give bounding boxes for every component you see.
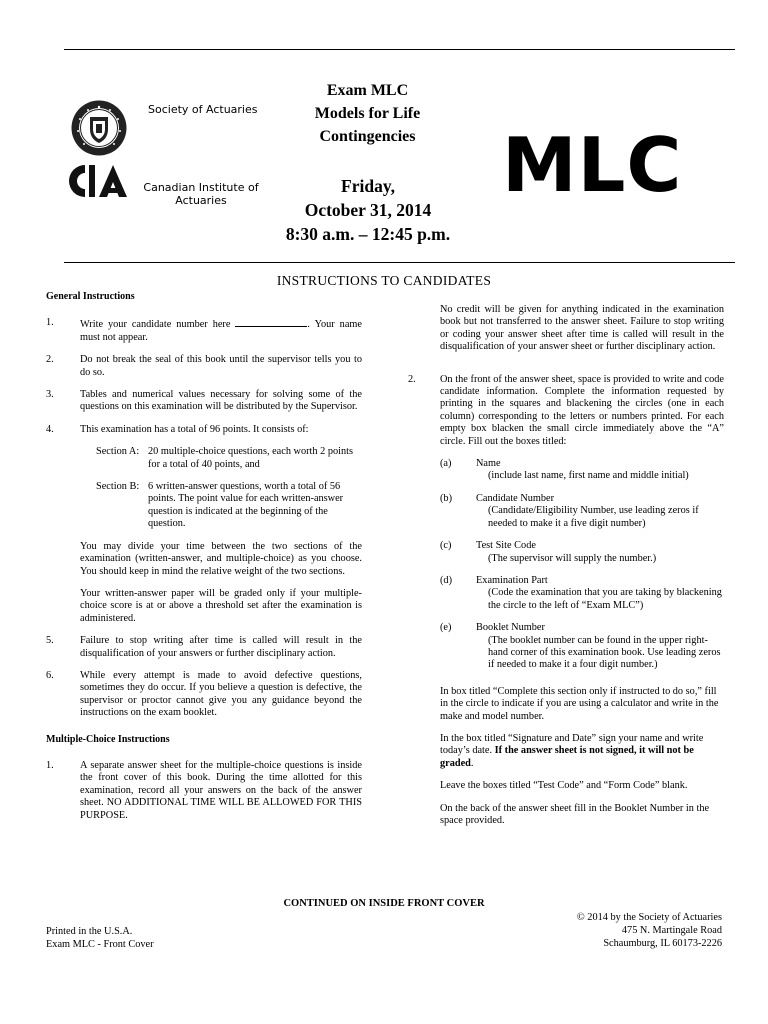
option-d — [440, 575, 724, 612]
printed-in: Printed in the U.S.A. — [46, 926, 133, 937]
option-desc: (Candidate/Eligibility Number, use leading zeros if needed to make it a five digit number) — [488, 505, 699, 529]
item-text: A separate answer sheet for the multiple-choice questions is inside the front cover of this book. During the time allotted for this examination, record all your answers on the back of the answer sheet. NO ADDITIONAL TIME WILL BE ALLOWED FOR THIS PURPOSE. — [80, 759, 362, 821]
item-number: 1. — [46, 759, 54, 771]
item-number: 1. — [46, 317, 54, 329]
item-text: On the front of the answer sheet, space is provided to write and code candidate information. Complete the information requested by printing in the squares and blackening the circles (one in each column) corresponding to the letters or numbers printed. For each empty box blacken the small circle immediately above the “A” circle. Fill out the boxes titled: — [440, 373, 724, 447]
general-item-6 — [46, 670, 362, 720]
instructions-heading: INSTRUCTIONS TO CANDIDATES — [276, 273, 492, 288]
signature-end: . — [470, 757, 474, 769]
item-number: 6. — [46, 669, 54, 681]
item-text: This examination has a total of 96 points. It consists of: — [80, 423, 309, 435]
item-number: 2. — [46, 354, 54, 366]
option-desc: (Code the examination that you are taking by blackening the circle to the left of “Exam MLC”) — [488, 587, 722, 611]
option-label: (d) — [440, 574, 453, 586]
item-text: Tables and numerical values necessary for solving some of the questions on this examination will be distributed by the Supervisor. — [80, 389, 362, 413]
top-rule — [64, 49, 735, 50]
option-label: (e) — [440, 622, 452, 634]
option-label: (c) — [440, 540, 452, 552]
option-b — [440, 493, 724, 530]
left-column — [46, 291, 362, 832]
signature-text: In the box titled “Signature and Date” sign your name and write today’s date. — [440, 732, 704, 757]
copyright: © 2014 by the Society of Actuaries — [576, 912, 722, 923]
address-line-2: Schaumburg, IL 60173-2226 — [603, 938, 722, 949]
calculator-paragraph: In box titled “Complete this section only if instructed to do so,” fill in the circle to indicate if you are using a calculator and write in the make and model number. — [440, 685, 719, 722]
footer-left — [46, 925, 154, 951]
item-text-cont: . Your name must not appear. — [80, 319, 362, 343]
item-text: While every attempt is made to avoid defective questions, sometimes they do occur. If you believe a question is defective, the supervisor or proctor cannot give you any guidance beyond the instructions on the exam booklet. — [80, 669, 362, 719]
exam-title-line-2: Models for Life — [314, 105, 421, 122]
mc-item-2 — [408, 373, 724, 448]
cia-name — [132, 181, 270, 207]
item-text: Write your candidate number here — [80, 319, 236, 331]
exam-code-large: MLC — [502, 121, 683, 209]
right-column — [408, 304, 724, 837]
section-b — [96, 481, 358, 531]
signature-paragraph — [440, 733, 724, 770]
soa-seal-logo — [70, 99, 128, 157]
exam-title-line-1: Exam MLC — [326, 82, 409, 99]
option-desc: (The booklet number can be found in the upper right-hand corner of this examination book. Use leading zeros if needed to make it a four digit number.) — [488, 634, 721, 671]
footer-right — [500, 911, 722, 950]
general-instructions-title: General Instructions — [46, 291, 135, 302]
item-number: 5. — [46, 635, 54, 647]
section-label: Section A: — [96, 446, 140, 458]
option-title: Name — [476, 458, 501, 470]
front-cover-label: Exam MLC - Front Cover — [46, 939, 154, 950]
candidate-number-blank — [235, 317, 307, 327]
section-a — [96, 446, 358, 471]
general-item-5 — [46, 635, 362, 660]
continued-notice: CONTINUED ON INSIDE FRONT COVER — [283, 898, 485, 909]
section-label: Section B: — [96, 481, 140, 493]
general-item-1 — [46, 317, 362, 344]
exam-day: Friday, — [341, 176, 395, 196]
option-title: Booklet Number — [476, 622, 545, 634]
credit-paragraph: No credit will be given for anything indicated in the examination book but not transferred to the answer sheet. Failure to stop writing or coding your answer sheet after time is called will result in the disqualification of your answer sheet or further disciplinary action. — [440, 304, 724, 353]
section-text: 20 multiple-choice questions, each worth 2 points for a total of 40 points, and — [148, 446, 354, 470]
option-desc: (The supervisor will supply the number.) — [488, 552, 657, 564]
cia-logo — [69, 162, 129, 200]
option-a — [440, 458, 724, 483]
general-item-3 — [46, 389, 362, 414]
option-e — [440, 622, 724, 672]
cia-name-line-1: Canadian Institute of — [143, 181, 259, 194]
item-text: Failure to stop writing after time is called will result in the disqualification of your answers or further disciplinary action. — [80, 635, 362, 659]
item-text: Do not break the seal of this book until the supervisor tells you to do so. — [80, 354, 362, 378]
exam-date — [262, 174, 474, 246]
exam-title-line-3: Contingencies — [319, 128, 416, 145]
option-c — [440, 540, 724, 565]
item-number: 2. — [408, 373, 416, 385]
general-item-4 — [46, 424, 362, 436]
soa-name: Society of Actuaries — [148, 103, 258, 116]
option-label: (a) — [440, 458, 452, 470]
item-number: 4. — [46, 423, 54, 435]
blank-boxes-paragraph: Leave the boxes titled “Test Code” and “Form Code” blank. — [440, 780, 688, 792]
option-title: Candidate Number — [476, 492, 555, 504]
divide-time-paragraph: You may divide your time between the two sections of the examination (written-answer, and multiple-choice) as you choose. You should keep in mind the relative weight of the two sections. — [80, 540, 362, 577]
item-number: 3. — [46, 389, 54, 401]
option-title: Test Site Code — [476, 540, 536, 552]
booklet-back-paragraph: On the back of the answer sheet fill in the Booklet Number in the space provided. — [440, 802, 710, 826]
mc-instructions-title: Multiple-Choice Instructions — [46, 733, 170, 745]
graded-paragraph: Your written-answer paper will be graded only if your multiple-choice score is at or above a threshold set after the examination is administered. — [80, 587, 362, 624]
mc-item-1 — [46, 760, 362, 822]
cia-name-line-2: Actuaries — [175, 194, 227, 207]
option-label: (b) — [440, 492, 453, 504]
signature-warning: If the answer sheet is not signed, it will not be graded — [440, 745, 694, 769]
option-desc: (include last name, first name and middle initial) — [488, 470, 689, 482]
exam-title — [290, 79, 445, 148]
exam-time: 8:30 a.m. – 12:45 p.m. — [285, 224, 451, 244]
option-title: Examination Part — [476, 574, 548, 586]
exam-date-line: October 31, 2014 — [304, 200, 432, 220]
general-item-2 — [46, 354, 362, 379]
address-line-1: 475 N. Martingale Road — [621, 925, 722, 936]
section-text: 6 written-answer questions, worth a total of 56 points. The point value for each written-answer question is indicated at the beginning of the question. — [148, 481, 344, 530]
header-rule — [64, 262, 735, 263]
